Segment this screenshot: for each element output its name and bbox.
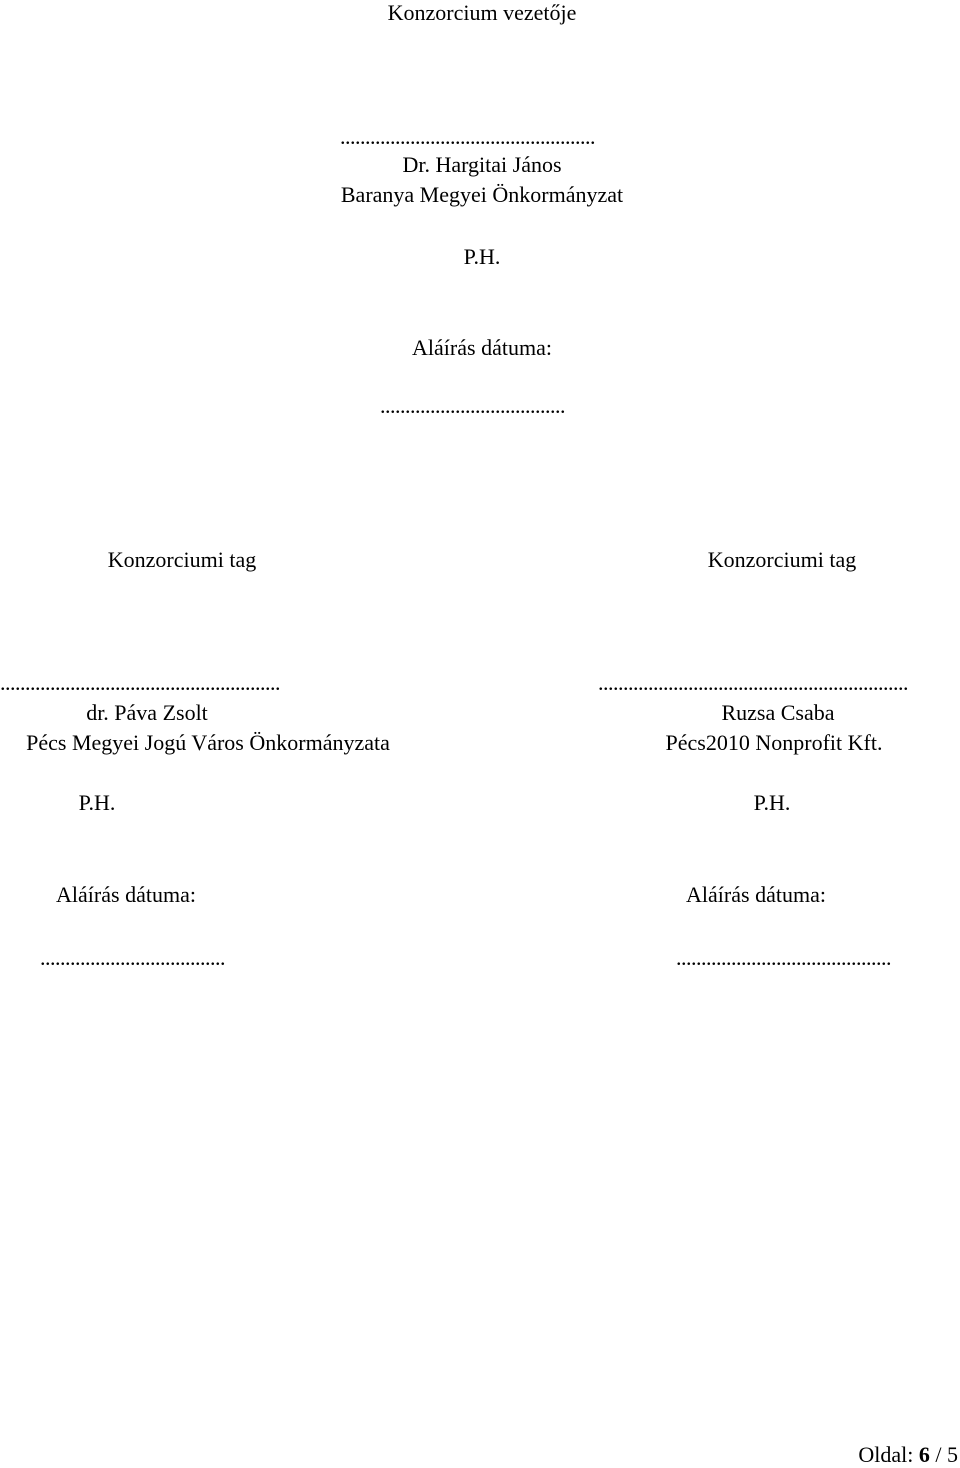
member-organization: Pécs2010 Nonprofit Kft. bbox=[665, 730, 883, 755]
member-heading: Konzorciumi tag bbox=[107, 547, 257, 572]
leader-stamp: P.H. bbox=[463, 244, 501, 269]
current-page: 6 bbox=[918, 1442, 930, 1467]
page-separator: / bbox=[935, 1442, 942, 1467]
leader-organization: Baranya Megyei Önkormányzat bbox=[340, 182, 624, 207]
member-stamp: P.H. bbox=[78, 790, 116, 815]
member-signature-line: ........................................................ bbox=[0, 670, 280, 695]
member-signature-line: .............................................................. bbox=[598, 670, 908, 695]
leader-date-line: ..................................... bbox=[380, 393, 565, 418]
leader-signature-line: ................................................... bbox=[340, 124, 595, 149]
total-pages: 5 bbox=[947, 1442, 958, 1467]
member-organization: Pécs Megyei Jogú Város Önkormányzata bbox=[26, 730, 390, 755]
member-date-label: Aláírás dátuma: bbox=[56, 882, 196, 907]
member-date-label: Aláírás dátuma: bbox=[686, 882, 826, 907]
leader-name: Dr. Hargitai János bbox=[402, 152, 562, 177]
page-label: Oldal: bbox=[858, 1442, 914, 1467]
leader-date-label: Aláírás dátuma: bbox=[412, 335, 552, 360]
page-number bbox=[858, 1442, 958, 1468]
member-date-line: ........................................... bbox=[676, 945, 891, 970]
member-date-line: ..................................... bbox=[40, 945, 225, 970]
member-name: Ruzsa Csaba bbox=[721, 700, 835, 725]
member-heading: Konzorciumi tag bbox=[707, 547, 857, 572]
member-stamp: P.H. bbox=[753, 790, 791, 815]
member-name: dr. Páva Zsolt bbox=[86, 700, 208, 725]
leader-heading: Konzorcium vezetője bbox=[387, 0, 577, 25]
